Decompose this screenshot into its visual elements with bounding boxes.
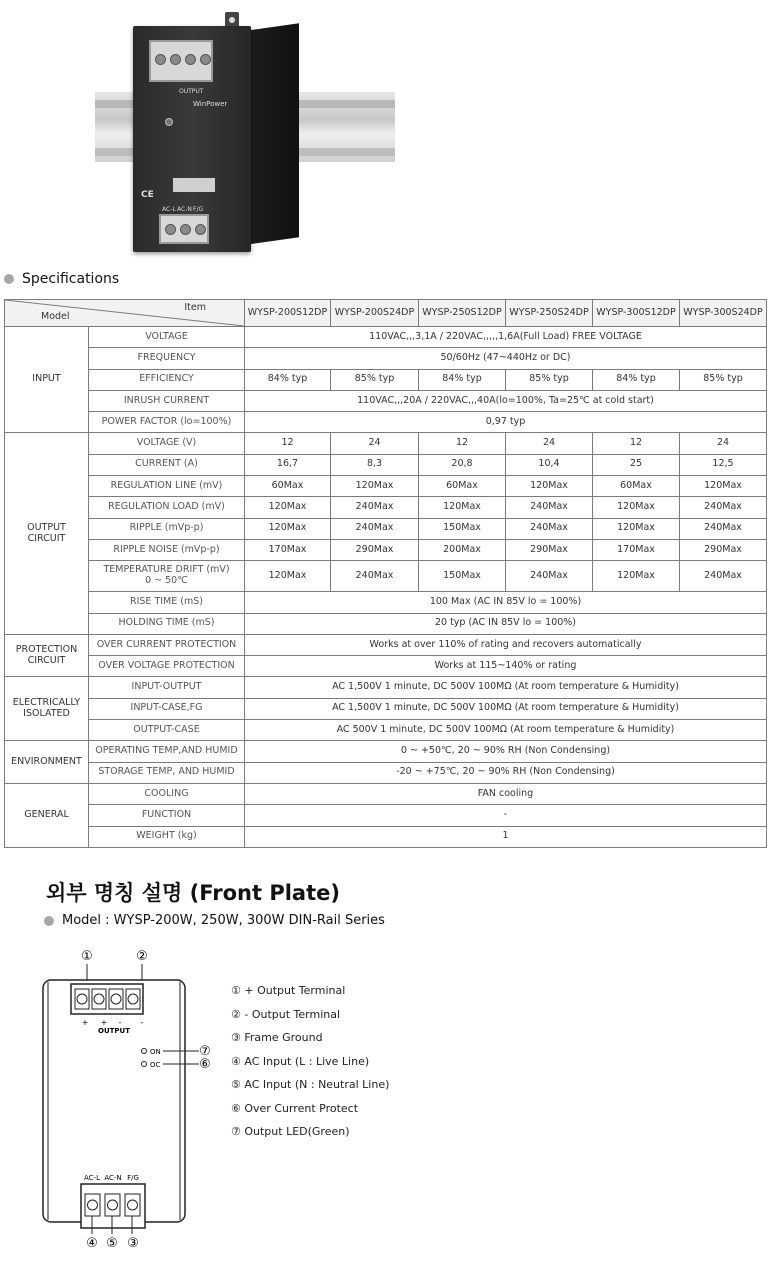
- specifications-heading: [4, 271, 119, 287]
- psu-side-panel: [251, 23, 299, 244]
- adjust-knob: [165, 118, 173, 126]
- list-item: ④ AC Input (L : Live Line): [231, 1054, 370, 1068]
- table-row: INPUT-CASE,FG AC 1,500V 1 minute, DC 500V 100MΩ (At room temperature & Humidity): [5, 698, 767, 719]
- table-row: RIPPLE NOISE (mVp-p) 170Max 290Max 200Max 290Max 170Max 290Max: [5, 539, 767, 560]
- table-row: PROTECTION CIRCUIT OVER CURRENT PROTECTION Works at over 110% of rating and recovers automatically: [5, 634, 767, 655]
- list-item: ① + Output Terminal: [231, 984, 346, 997]
- model-col-2: WYSP-200S24DP: [331, 300, 419, 327]
- section-title: Specifications: [22, 271, 120, 287]
- group-input: INPUT: [5, 327, 89, 433]
- table-row: OVER VOLTAGE PROTECTION Works at 115~140% or rating: [5, 656, 767, 677]
- header-corner: Item Model: [5, 300, 245, 327]
- front-plate-title: 외부 명칭 설명 (Front Plate): [46, 881, 340, 905]
- list-item: ③ Frame Ground: [231, 1031, 323, 1044]
- group-environment: ENVIRONMENT: [5, 741, 89, 784]
- output-terminal-block: [149, 40, 213, 82]
- model-col-4: WYSP-250S24DP: [506, 300, 593, 327]
- photo-output-label: OUTPUT: [179, 88, 204, 95]
- diagram-output-label: OUTPUT: [98, 1027, 130, 1035]
- table-row: FUNCTION -: [5, 805, 767, 826]
- table-row: HOLDING TIME (mS) 20 typ (AC IN 85V lo = 100%): [5, 613, 767, 634]
- spec-table: [4, 299, 767, 848]
- callout-1: ①: [81, 949, 93, 964]
- table-row: TEMPERATURE DRIFT (mV) 0 ~ 50℃ 120Max 240Max 150Max 240Max 120Max 240Max: [5, 561, 767, 592]
- ce-mark: CE: [141, 190, 154, 200]
- svg-text:AC-N: AC-N: [104, 1174, 122, 1182]
- table-row: RISE TIME (mS) 100 Max (AC IN 85V lo = 100%): [5, 592, 767, 613]
- callout-6: ⑥: [199, 1057, 211, 1072]
- product-photo: OUTPUT WinPower CE AC-L AC-N F/G: [95, 0, 395, 262]
- model-col-5: WYSP-300S12DP: [593, 300, 680, 327]
- table-row: EFFICIENCY 84% typ 85% typ 84% typ 85% typ 84% typ 85% typ: [5, 369, 767, 390]
- table-row: INPUT VOLTAGE 110VAC,,,3,1A / 220VAC,,,,,1,6A(Full Load) FREE VOLTAGE: [5, 327, 767, 348]
- table-row: STORAGE TEMP, AND HUMID -20 ~ +75℃, 20 ~ 90% RH (Non Condensing): [5, 762, 767, 783]
- group-isolated: ELECTRICALLY ISOLATED: [5, 677, 89, 741]
- callout-2: ②: [136, 949, 148, 964]
- callout-3: ③: [127, 1236, 139, 1251]
- svg-text:+: +: [81, 1018, 89, 1027]
- rating-label: [173, 178, 215, 192]
- group-protection: PROTECTION CIRCUIT: [5, 634, 89, 677]
- svg-text:+: +: [100, 1018, 108, 1027]
- svg-text:-: -: [118, 1018, 122, 1027]
- svg-text:AC-L: AC-L: [84, 1174, 100, 1182]
- svg-text:F/G: F/G: [127, 1174, 139, 1182]
- model-col-6: WYSP-300S24DP: [680, 300, 767, 327]
- front-plate-legend: [231, 984, 389, 1149]
- list-item: ⑥ Over Current Protect: [231, 1101, 359, 1115]
- callout-7: ⑦: [199, 1044, 211, 1059]
- table-row: POWER FACTOR (lo=100%) 0,97 typ: [5, 412, 767, 433]
- table-row: INRUSH CURRENT 110VAC,,,20A / 220VAC,,,40A(lo=100%, Ta=25℃ at cold start): [5, 390, 767, 411]
- front-plate-diagram: [38, 942, 218, 1262]
- table-row: OUTPUT CIRCUIT VOLTAGE (V) 12 24 12 24 12 24: [5, 433, 767, 454]
- svg-text:-: -: [140, 1018, 144, 1027]
- callout-4: ④: [86, 1236, 98, 1251]
- table-row: CURRENT (A) 16,7 8,3 20,8 10,4 25 12,5: [5, 454, 767, 475]
- led-on-label: ON: [150, 1048, 161, 1056]
- callout-5: ⑤: [106, 1236, 118, 1251]
- table-header: [5, 300, 767, 327]
- input-terminal-block: [159, 214, 209, 244]
- table-row: REGULATION LOAD (mV) 120Max 240Max 120Max 240Max 120Max 240Max: [5, 497, 767, 518]
- led-oc-label: OC: [150, 1061, 161, 1069]
- group-general: GENERAL: [5, 783, 89, 847]
- table-row: FREQUENCY 50/60Hz (47~440Hz or DC): [5, 348, 767, 369]
- model-col-1: WYSP-200S12DP: [245, 300, 331, 327]
- table-row: RIPPLE (mVp-p) 120Max 240Max 150Max 240Max 120Max 240Max: [5, 518, 767, 539]
- bullet-icon: [44, 916, 54, 926]
- photo-brand: WinPower: [193, 100, 228, 108]
- table-row: ENVIRONMENT OPERATING TEMP,AND HUMID 0 ~ +50℃, 20 ~ 90% RH (Non Condensing): [5, 741, 767, 762]
- group-output: OUTPUT CIRCUIT: [5, 433, 89, 634]
- list-item: ② - Output Terminal: [231, 1007, 341, 1021]
- bullet-icon: [4, 274, 14, 284]
- table-row: WEIGHT (kg) 1: [5, 826, 767, 847]
- front-plate-model: Model : WYSP-200W, 250W, 300W DIN-Rail Series: [44, 913, 385, 928]
- table-row: OUTPUT-CASE AC 500V 1 minute, DC 500V 100MΩ (At room temperature & Humidity): [5, 720, 767, 741]
- table-row: ELECTRICALLY ISOLATED INPUT-OUTPUT AC 1,500V 1 minute, DC 500V 100MΩ (At room temperature & Humidity): [5, 677, 767, 698]
- table-row: REGULATION LINE (mV) 60Max 120Max 60Max 120Max 60Max 120Max: [5, 476, 767, 497]
- model-col-3: WYSP-250S12DP: [419, 300, 506, 327]
- list-item: ⑦ Output LED(Green): [231, 1125, 350, 1138]
- list-item: ⑤ AC Input (N : Neutral Line): [231, 1078, 390, 1091]
- table-row: GENERAL COOLING FAN cooling: [5, 783, 767, 804]
